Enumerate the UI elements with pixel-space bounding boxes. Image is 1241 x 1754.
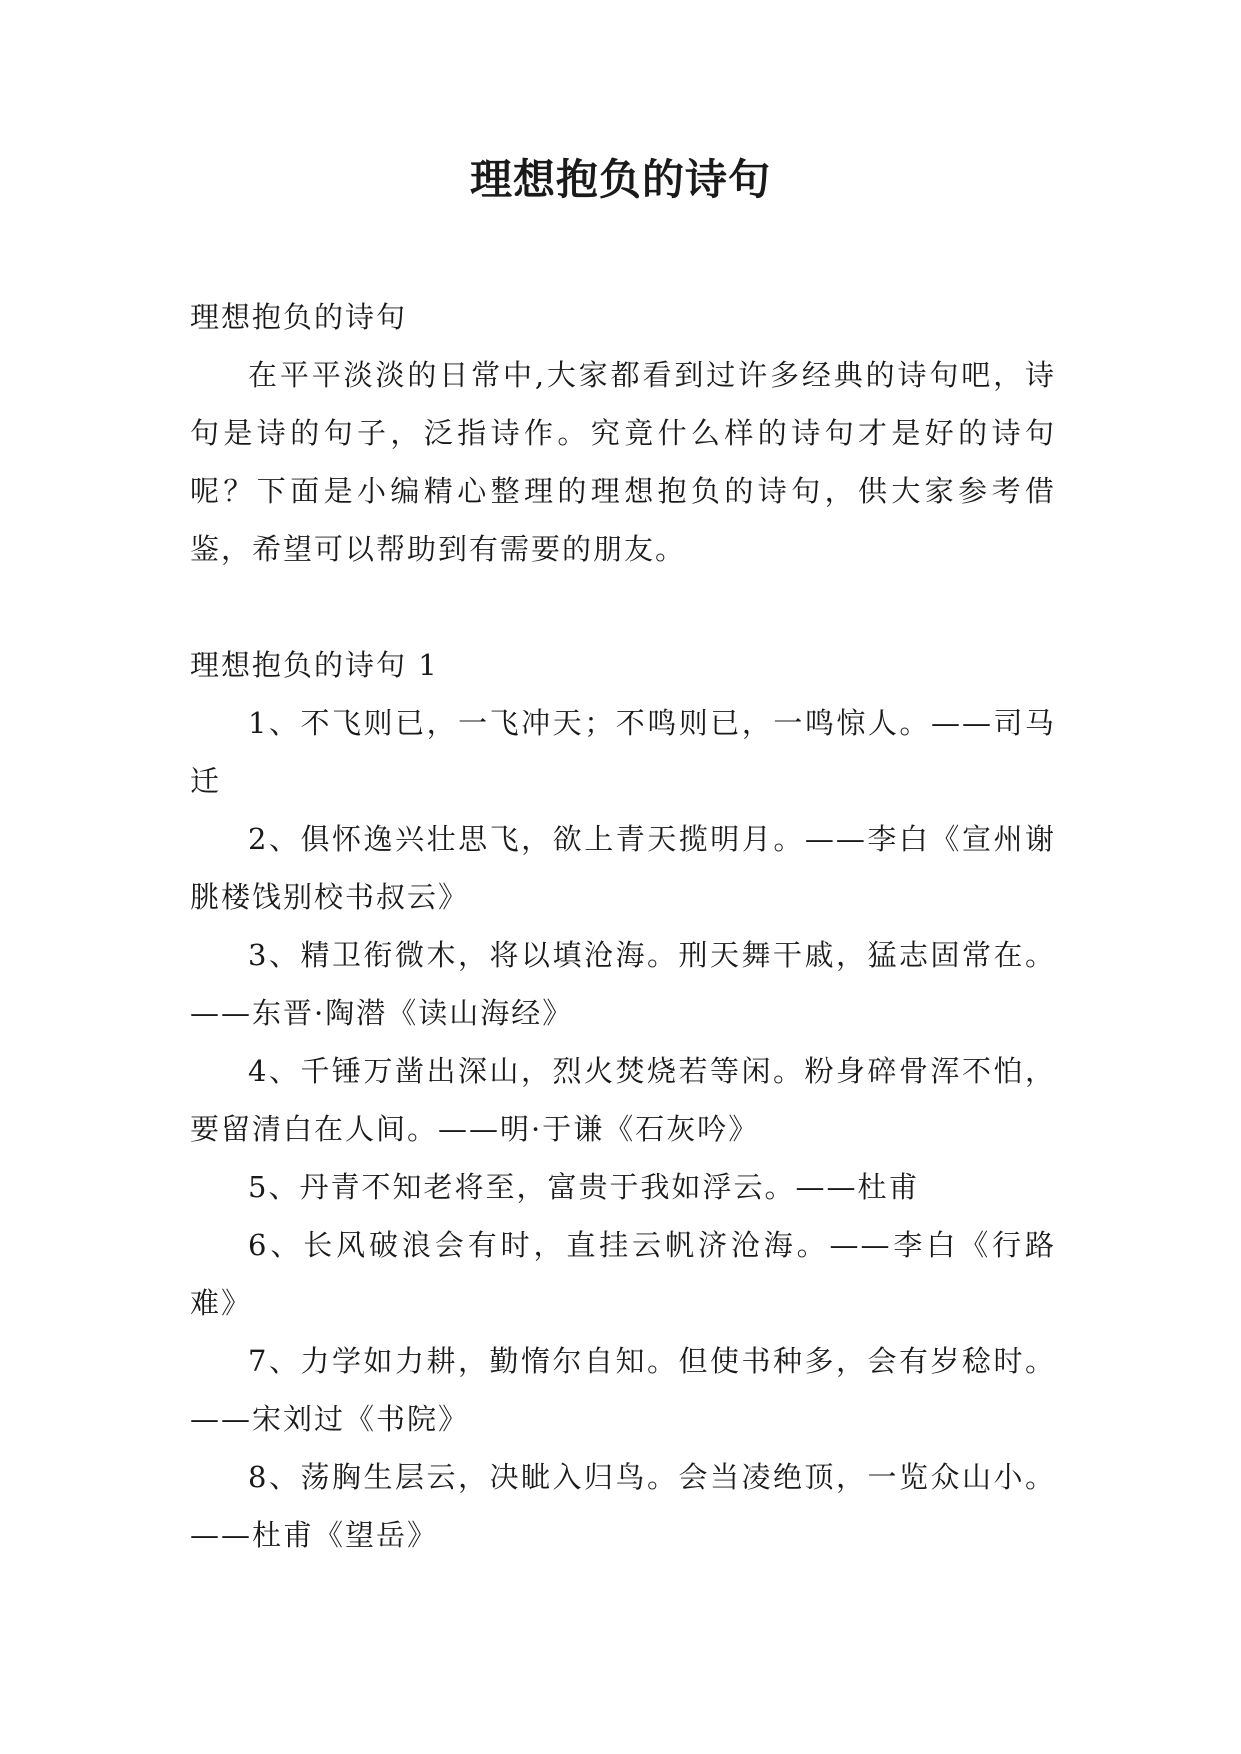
poem-line-item: 4、千锤万凿出深山，烈火焚烧若等闲。粉身碎骨浑不怕，要留清白在人间。——明·于谦《石灰吟》 [190,1054,1056,1146]
poem-line-item: 1、不飞则已，一飞冲天；不鸣则已，一鸣惊人。——司马迁 [190,706,1056,798]
poem-line-item: 8、荡胸生层云，决眦入归鸟。会当凌绝顶，一览众山小。——杜甫《望岳》 [190,1460,1056,1552]
poem-line-item: 2、俱怀逸兴壮思飞，欲上青天揽明月。——李白《宣州谢朓楼饯别校书叔云》 [190,822,1056,914]
poem-line-item: 7、力学如力耕，勤惰尔自知。但使书种多，会有岁稔时。——宋刘过《书院》 [190,1344,1056,1436]
intro-paragraph: 在平平淡淡的日常中,大家都看到过许多经典的诗句吧，诗句是诗的句子，泛指诗作。究竟什么样的诗句才是好的诗句呢？下面是小编精心整理的理想抱负的诗句，供大家参考借鉴，希望可以帮助到有需要的朋友。 [190,358,1056,566]
document-subtitle: 理想抱负的诗句 [190,300,408,334]
poem-line-item: 3、精卫衔微木，将以填沧海。刑天舞干戚，猛志固常在。——东晋·陶潜《读山海经》 [190,938,1056,1030]
poem-line-item: 5、丹青不知老将至，富贵于我如浮云。——杜甫 [248,1170,920,1204]
poem-line-item: 6、长风破浪会有时，直挂云帆济沧海。——李白《行路难》 [190,1228,1056,1320]
section-heading: 理想抱负的诗句 1 [190,648,439,682]
document-title: 理想抱负的诗句 [469,155,771,204]
document-body [190,288,1056,1564]
